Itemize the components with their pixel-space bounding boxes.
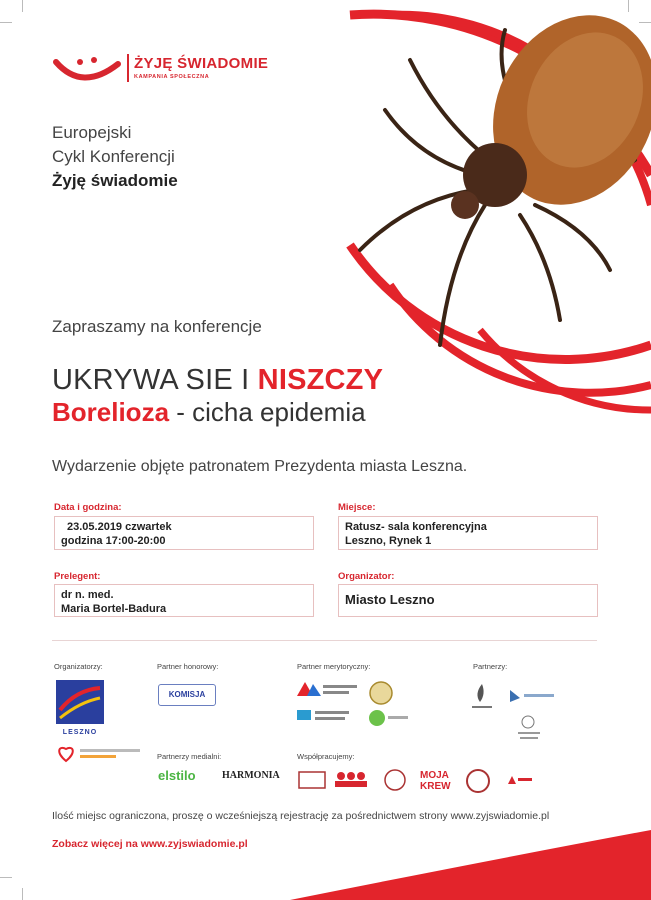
organizer-value: Miasto Leszno: [345, 592, 435, 607]
headline-part-1: UKRYWA SIE I: [52, 364, 258, 396]
cycle-line-3: Żyję świadomie: [52, 171, 178, 190]
elstilo-logo: elstilo: [158, 768, 196, 783]
date-label: Data i godzina:: [54, 502, 122, 513]
crop-mark: [22, 0, 23, 12]
partners-label: Partnerzy:: [473, 662, 508, 671]
place-label: Miejsce:: [338, 502, 376, 513]
moja-krew-line-1: MOJA: [420, 770, 449, 781]
logo-subtitle: KAMPANIA SPOŁECZNA: [134, 74, 210, 80]
moja-krew-logo: [420, 770, 451, 792]
cooperation-logos: [297, 768, 415, 798]
speaker-label: Prelegent:: [54, 571, 101, 582]
bank-logo-icon: [299, 772, 325, 788]
date-line-2: godzina 17:00-20:00: [61, 535, 166, 547]
leszno-text: LESZNO: [62, 729, 98, 736]
more-info-link[interactable]: Zobacz więcej na www.zyjswiadomie.pl: [52, 838, 248, 850]
organizer-label: Organizator:: [338, 571, 395, 582]
emblem-logo-icon: [385, 770, 405, 790]
wave-logo-icon: [510, 690, 520, 702]
cross-logo-icon: [508, 776, 516, 784]
crop-mark: [0, 877, 12, 878]
speaker-line-1: dr n. med.: [61, 589, 114, 601]
foundation-logo-icon: [297, 710, 311, 720]
cycle-line-1: Europejski: [52, 123, 132, 142]
subheadline-part-1: Borelioza: [52, 397, 170, 427]
date-line-1: 23.05.2019 czwartek: [67, 521, 172, 533]
place-line-1: Ratusz- sala konferencyjna: [345, 521, 487, 533]
heart-icon: [59, 748, 73, 761]
place-line-2: Leszno, Rynek 1: [345, 535, 432, 547]
red-arc: [480, 330, 651, 410]
footer-red-swoosh: [290, 820, 651, 900]
substantive-partner-logos: [297, 680, 417, 730]
invite-text: Zapraszamy na konferencje: [52, 317, 262, 336]
people-logo-icon: [337, 772, 345, 780]
headline: [52, 364, 383, 397]
extra-cooperation-logos: [466, 768, 536, 796]
seal-logo-icon: [370, 682, 392, 704]
organizer-box: [338, 584, 598, 617]
cooperation-label: Współpracujemy:: [297, 752, 355, 761]
media-label: Partnerzy medialni:: [157, 752, 222, 761]
honorary-label: Partner honorowy:: [157, 662, 219, 671]
smile-logo-icon: [52, 52, 124, 88]
patronage-text: Wydarzenie objęte patronatem Prezydenta miasta Leszna.: [52, 458, 468, 475]
leszno-logo: [56, 680, 104, 738]
organizers-label: Organizatorzy:: [54, 662, 103, 671]
green-logo-icon: [369, 710, 385, 726]
circle-logo-icon: [522, 716, 534, 728]
leaf-logo-icon: [477, 684, 483, 702]
divider: [52, 640, 597, 641]
leszno-emblem-icon: [56, 680, 104, 724]
subheadline-part-2: - cicha epidemia: [169, 397, 366, 427]
komisja-logo: KOMISJA: [158, 684, 216, 706]
crop-mark: [22, 888, 23, 900]
headline-part-2: NISZCZY: [257, 364, 384, 396]
harmonia-logo: HARMONIA: [222, 770, 280, 781]
partner-logos: [470, 680, 570, 744]
cycle-line-2: Cykl Konferencji: [52, 147, 175, 166]
moja-krew-line-2: KREW: [420, 781, 451, 792]
speaker-box: [54, 584, 314, 617]
red-arc: [390, 285, 651, 393]
logo-title: ŻYJĘ ŚWIADOMIE: [134, 55, 269, 72]
worldhealthy-logo: [56, 743, 146, 765]
substantive-label: Partner merytoryczny:: [297, 662, 371, 671]
crop-mark: [0, 22, 12, 23]
subheadline: [52, 397, 366, 428]
date-box: [54, 516, 314, 550]
conference-cycle: [52, 121, 178, 193]
speaker-line-2: Maria Bortel-Badura: [61, 603, 167, 615]
place-box: [338, 516, 598, 550]
registration-notice: Ilość miejsc ograniczona, proszę o wcześniejszą rejestrację za pośrednictwem strony www.zyjswiadomie.pl: [52, 810, 550, 822]
round-logo-icon: [467, 770, 489, 792]
logo-divider: [127, 54, 129, 82]
